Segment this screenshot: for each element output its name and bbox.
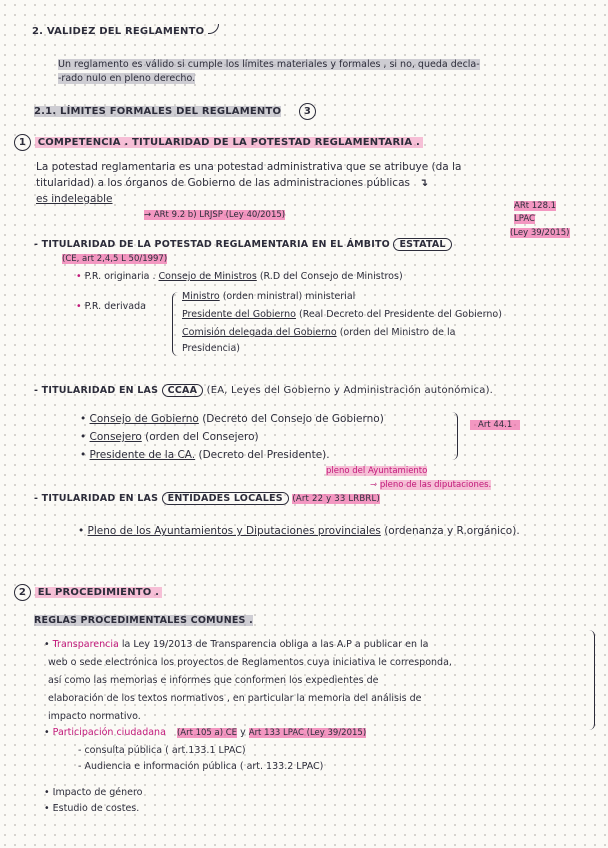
bullet-icon: • [80,449,87,461]
number-circle-3: 3 [299,103,316,120]
bullet-icon: • [44,803,50,814]
ccaa-ref-text: Art 44.1 [470,420,520,430]
derivada-line-4: Presidencia) [182,343,240,354]
ccaa-brace [450,412,458,460]
bullet-icon: • [44,727,50,738]
locales-heading [34,492,380,506]
derivada-line-2 [182,308,502,322]
costes-line [44,802,139,816]
consejo-gobierno-text: Consejo de Gobierno [89,413,199,425]
arrow-right-icon: ⇾ [370,480,378,490]
locales-note-2-text: pleno de las diputaciones. [379,480,492,490]
ref-lrjsp-text: → ARt 9.2 b) LRJSP (Ley 40/2015) [144,210,286,220]
competencia-para-line-2 [36,176,428,190]
estatal-heading [34,238,452,252]
consulta-publica: - consulta pública ( art.133.1 LPAC) [78,745,246,756]
bullet-icon: • [78,525,85,537]
number-circle-2: 2 [14,584,31,601]
reglas-heading [34,614,253,628]
reglas-bracket [586,630,595,730]
bullet-icon: • [80,413,87,425]
presidente-gobierno-text: Presidente del Gobierno [182,309,296,320]
participacion-label: Participación ciudadana [52,727,166,738]
indelegable-text: es indelegable [36,193,113,205]
orden-consejero-text: (orden del Consejero) [145,431,259,443]
comision-delegada-text: Comisión delegada del Gobierno [182,327,337,338]
transparencia-line-5: impacto normativo. [48,711,141,722]
ref-lrjsp [144,208,285,222]
competencia-para-line-1: La potestad reglamentaria es una potestad administrativa que se atribuye (da la [36,161,462,173]
ref-lpac-text: LPAC [514,214,535,224]
subsection-title-text: 2.1. LÍMITES FORMALES DEL REGLAMENTO [34,106,282,117]
decreto-presidente-text: (Decreto del Presidente). [198,449,330,461]
genero-line [44,786,142,800]
competencia-para-text-2: titularidad) a los órganos de Gobierno de las administraciones públicas [36,177,410,189]
procedimiento-heading [14,584,162,601]
genero-text: Impacto de género [52,787,143,798]
ccaa-heading [34,384,493,398]
reglas-heading-text: REGLAS PROCEDIMENTALES COMUNES . [34,615,253,626]
estatal-item-originaria [76,270,403,284]
locales-note-1-text: pleno del Ayuntamiento [326,466,428,476]
transparencia-line-1 [44,638,428,652]
participacion-ref-lpac: Art 133 LPAC (Ley 39/2015) [248,728,367,738]
ccaa-item-3 [80,448,330,462]
costes-text: Estudio de costes. [52,803,140,814]
subsection-title-limites [34,103,316,120]
estatal-ref [62,252,167,266]
rd-consejo-text: (R.D del Consejo de Ministros) [259,271,403,282]
ccaa-ref [470,418,520,432]
competencia-heading [14,134,423,151]
number-circle-1: 1 [14,134,31,151]
ref-ley-39-text: (Ley 39/2015) [510,228,570,238]
competencia-title: COMPETENCIA . TITULARIDAD DE LA POTESTAD REGLAMENTARIA . [35,137,423,148]
bullet-icon: • [76,301,82,312]
intro-text-2: -rado nulo en pleno derecho. [58,73,196,84]
consejo-ministros-text: Consejo de Ministros [158,271,257,282]
consejero-text: Consejero [89,431,142,443]
bullet-icon: • [44,639,50,650]
participacion-and: y [240,727,246,738]
ref-art-128 [514,199,556,213]
decreto-consejo-text: (Decreto del Consejo de Gobierno) [202,413,384,425]
estatal-oval: ESTATAL [393,238,451,251]
bullet-icon: • [76,271,82,282]
presidente-ca-text: Presidente de la CA. [89,449,196,461]
transparencia-line-3: así como las memorias e informes que conformen los expedientes de [48,675,379,686]
procedimiento-title: EL PROCEDIMIENTO . [35,587,162,598]
locales-note-1 [326,464,427,478]
locales-note-2 [370,478,491,492]
orden-ministro-text: (orden del Ministro de la [339,327,456,338]
bullet-icon: • [80,431,87,443]
audiencia-publica: - Audiencia e información pública ( art. 133.2 LPAC) [78,761,324,772]
ccaa-oval: CCAA [162,384,203,397]
locales-heading-text: - TITULARIDAD EN LAS [34,493,159,504]
title-underline-mark [208,24,219,34]
competencia-para-line-3 [36,192,112,206]
derivada-line-1 [182,290,355,304]
ccaa-heading-text: - TITULARIDAD EN LAS [34,385,159,396]
estatal-ref-text: (CE, art 2,4,5 L 50/1997) [62,254,168,264]
ccaa-heading-note: (EA, Leyes del Gobierno y Administración autonómica). [206,385,494,396]
intro-line-2 [58,72,195,86]
bullet-icon: • [44,787,50,798]
locales-item [78,524,520,538]
originaria-label: P.R. originaria . [84,271,156,282]
ref-lpac [514,212,535,226]
transparencia-text-1: la Ley 19/2013 de Transparencia obliga a las A.P a publicar en la [121,639,429,650]
derivada-brace [172,292,179,356]
section-title-validez [32,24,219,39]
arrow-down-icon: ↴ [419,177,429,189]
estatal-item-derivada [76,300,146,314]
derivada-line-3 [182,326,455,340]
participacion-line [44,726,366,740]
real-decreto-text: (Real Decreto del Presidente del Gobierno) [299,309,502,320]
locales-ref: (Art 22 y 33 LRBRL) [292,494,380,504]
intro-line-1 [58,58,480,72]
section-title-text: 2. VALIDEZ DEL REGLAMENTO [32,26,205,37]
estatal-heading-text: - TITULARIDAD DE LA POTESTAD REGLAMENTARIA EN EL ÁMBITO [34,239,390,250]
orden-ministral-text: (orden ministral) ministerial [222,291,356,302]
ministro-text: Ministro [182,291,220,302]
ordenanza-text: (ordenanza y R.orgánico). [384,525,520,537]
ccaa-item-1 [80,412,384,426]
transparencia-label: Transparencia [52,639,119,650]
derivada-label: P.R. derivada [84,301,146,312]
participacion-ref-ce: (Art 105 a) CE [176,728,238,738]
pleno-text: Pleno de los Ayuntamientos y Diputaciones provinciales [87,525,381,537]
ref-ley-39 [510,226,570,240]
ccaa-item-2 [80,430,259,444]
transparencia-line-4: elaboración de los textos normativos , en particular la memoria del análisis de [48,693,422,704]
locales-oval: ENTIDADES LOCALES [162,492,289,505]
ref-art-128-text: ARt 128.1 [514,201,557,211]
intro-text-1: Un reglamento es válido si cumple los límites materiales y formales , si no, queda decla- [58,59,480,70]
transparencia-line-2: web o sede electrónica los proyectos de Reglamentos cuya iniciativa le corresponda, [48,657,452,668]
